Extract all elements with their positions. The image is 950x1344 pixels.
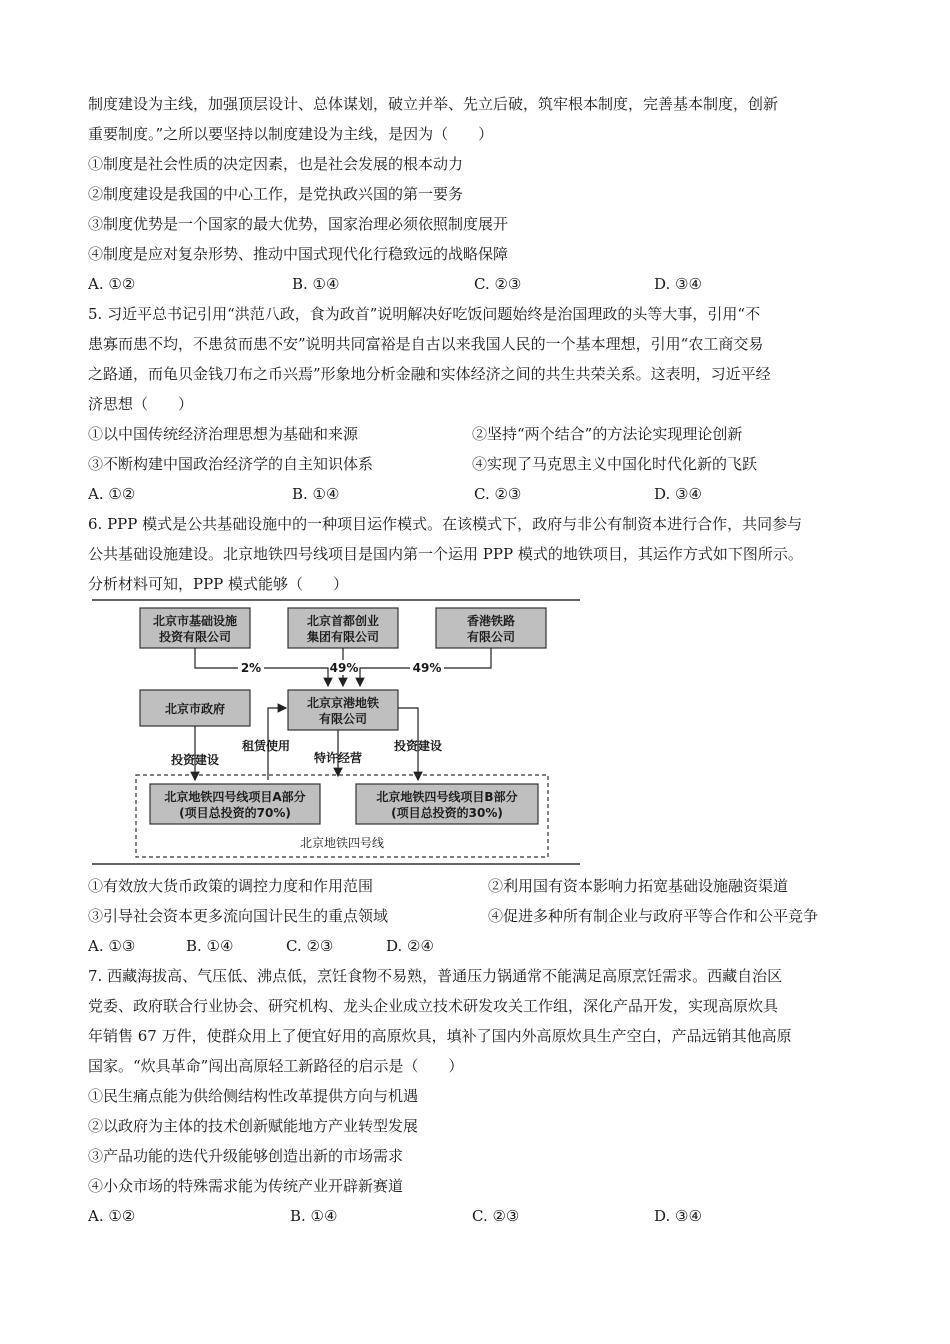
q7-option-b[interactable]: B. ①④ xyxy=(290,1207,338,1225)
svg-text:有限公司: 有限公司 xyxy=(318,712,368,726)
svg-text:(项目总投资的30%): (项目总投资的30%) xyxy=(391,806,503,820)
q6-option-b[interactable]: B. ①④ xyxy=(186,937,234,955)
q6-stem-line-3: 分析材料可知，PPP 模式能够（ ） xyxy=(88,575,349,593)
pct-capital: 49% xyxy=(329,661,359,675)
svg-text:北京首都创业: 北京首都创业 xyxy=(306,614,380,628)
q5-stem-line-2: 患寡而患不均，不患贫而患不安”说明共同富裕是自古以来我国人民的一个基本理想，引用“农工商交易 xyxy=(88,335,764,353)
box-hk-railway xyxy=(436,608,546,648)
q6-option-c[interactable]: C. ②③ xyxy=(286,937,334,955)
box-project-a xyxy=(150,784,320,824)
q7-statement-3: ③产品功能的迭代升级能够创造出新的市场需求 xyxy=(88,1147,404,1165)
ppp-diagram xyxy=(88,598,583,870)
q7-stem-line-4: 国家。“炊具革命”闯出高原轻工新路径的启示是（ ） xyxy=(88,1057,464,1075)
q7-stem-line-2: 党委、政府联合行业协会、研究机构、龙头企业成立技术研发攻关工作组，深化产品开发，实现高原炊具 xyxy=(88,997,779,1015)
q6-statement-2: ②利用国有资本影响力拓宽基础设施融资渠道 xyxy=(488,877,789,895)
label-franchise: 特许经营 xyxy=(313,751,363,765)
q6-stem-line-2: 公共基础设施建设。北京地铁四号线项目是国内第一个运用 PPP 模式的地铁项目，其运作方式如下图所示。 xyxy=(88,545,803,563)
q5-option-a[interactable]: A. ①② xyxy=(88,485,136,503)
q4-option-c[interactable]: C. ②③ xyxy=(474,275,522,293)
q5-option-b[interactable]: B. ①④ xyxy=(292,485,340,503)
label-invest-left: 投资建设 xyxy=(170,753,220,767)
q5-statement-3: ③不断构建中国政治经济学的自主知识体系 xyxy=(88,455,374,473)
q6-statement-4: ④促进多种所有制企业与政府平等合作和公平竞争 xyxy=(488,907,819,925)
svg-text:北京地铁四号线项目B部分: 北京地铁四号线项目B部分 xyxy=(376,790,518,804)
pct-hk: 49% xyxy=(412,661,442,675)
q4-option-b[interactable]: B. ①④ xyxy=(292,275,340,293)
q5-stem-line-1: 5. 习近平总书记引用“洪范八政，食为政首”说明解决好吃饭问题始终是治国理政的头等大事，引用“不 xyxy=(88,305,761,323)
svg-text:北京市基础设施: 北京市基础设施 xyxy=(152,614,238,628)
q5-stem-line-3: 之路通，而龟贝金钱刀布之币兴焉”形象地分析金融和实体经济之间的共生共荣关系。这表明，习近平经 xyxy=(88,365,771,383)
q6-option-d[interactable]: D. ②④ xyxy=(386,937,434,955)
q7-option-a[interactable]: A. ①② xyxy=(88,1207,136,1225)
q4-option-d[interactable]: D. ③④ xyxy=(654,275,702,293)
svg-text:北京市政府: 北京市政府 xyxy=(164,702,226,716)
box-project-b xyxy=(356,784,538,824)
svg-text:(项目总投资的70%): (项目总投资的70%) xyxy=(179,806,291,820)
svg-text:投资有限公司: 投资有限公司 xyxy=(158,630,232,644)
svg-text:北京地铁四号线项目A部分: 北京地铁四号线项目A部分 xyxy=(164,790,306,804)
q5-option-d[interactable]: D. ③④ xyxy=(654,485,702,503)
q5-statement-1: ①以中国传统经济治理思想为基础和来源 xyxy=(88,425,359,443)
label-lease: 租赁使用 xyxy=(241,739,291,753)
q4-statement-1: ①制度是社会性质的决定因素，也是社会发展的根本动力 xyxy=(88,155,464,173)
q7-option-d[interactable]: D. ③④ xyxy=(654,1207,702,1225)
pct-infra: 2% xyxy=(240,661,262,675)
q7-statement-2: ②以政府为主体的技术创新赋能地方产业转型发展 xyxy=(88,1117,419,1135)
q6-option-a[interactable]: A. ①③ xyxy=(88,937,136,955)
q5-option-c[interactable]: C. ②③ xyxy=(474,485,522,503)
box-jg-metro xyxy=(288,690,398,730)
q7-stem-line-1: 7. 西藏海拔高、气压低、沸点低，烹饪食物不易熟，普通压力锅通常不能满足高原烹饪需求。西藏自治区 xyxy=(88,967,783,985)
q5-stem-line-4: 济思想（ ） xyxy=(88,395,194,413)
q7-statement-1: ①民生痛点能为供给侧结构性改革提供方向与机遇 xyxy=(88,1087,419,1105)
diagram-caption: 北京地铁四号线 xyxy=(299,836,385,850)
svg-text:有限公司: 有限公司 xyxy=(466,630,516,644)
q4-statement-2: ②制度建设是我国的中心工作，是党执政兴国的第一要务 xyxy=(88,185,464,203)
q4-stem-line-2: 重要制度。”之所以要坚持以制度建设为主线，是因为（ ） xyxy=(88,125,494,143)
q6-statement-1: ①有效放大货币政策的调控力度和作用范围 xyxy=(88,877,374,895)
q4-statement-3: ③制度优势是一个国家的最大优势，国家治理必须依照制度展开 xyxy=(88,215,509,233)
q4-option-a[interactable]: A. ①② xyxy=(88,275,136,293)
svg-text:集团有限公司: 集团有限公司 xyxy=(306,630,380,644)
q5-statement-4: ④实现了马克思主义中国化时代化新的飞跃 xyxy=(472,455,758,473)
q4-stem-line-1: 制度建设为主线，加强顶层设计、总体谋划，破立并举、先立后破，筑牢根本制度，完善基本制度，创新 xyxy=(88,95,779,113)
svg-text:北京京港地铁: 北京京港地铁 xyxy=(306,696,380,710)
q5-statement-2: ②坚持“两个结合”的方法论实现理论创新 xyxy=(472,425,743,443)
q7-stem-line-3: 年销售 67 万件，使群众用上了便宜好用的高原炊具，填补了国内外高原炊具生产空白，产品远销其他高原 xyxy=(88,1027,792,1045)
q6-stem-line-1: 6. PPP 模式是公共基础设施中的一种项目运作模式。在该模式下，政府与非公有制资本进行合作，共同参与 xyxy=(88,515,803,533)
q6-statement-3: ③引导社会资本更多流向国计民生的重点领域 xyxy=(88,907,389,925)
box-beijing-government xyxy=(140,690,250,726)
label-invest-right: 投资建设 xyxy=(393,739,443,753)
box-infra-investment xyxy=(140,608,250,648)
q7-option-c[interactable]: C. ②③ xyxy=(472,1207,520,1225)
q7-statement-4: ④小众市场的特殊需求能为传统产业开辟新赛道 xyxy=(88,1177,404,1195)
svg-text:香港铁路: 香港铁路 xyxy=(466,614,516,628)
box-capital-group xyxy=(288,608,398,648)
q4-statement-4: ④制度是应对复杂形势、推动中国式现代化行稳致远的战略保障 xyxy=(88,245,509,263)
